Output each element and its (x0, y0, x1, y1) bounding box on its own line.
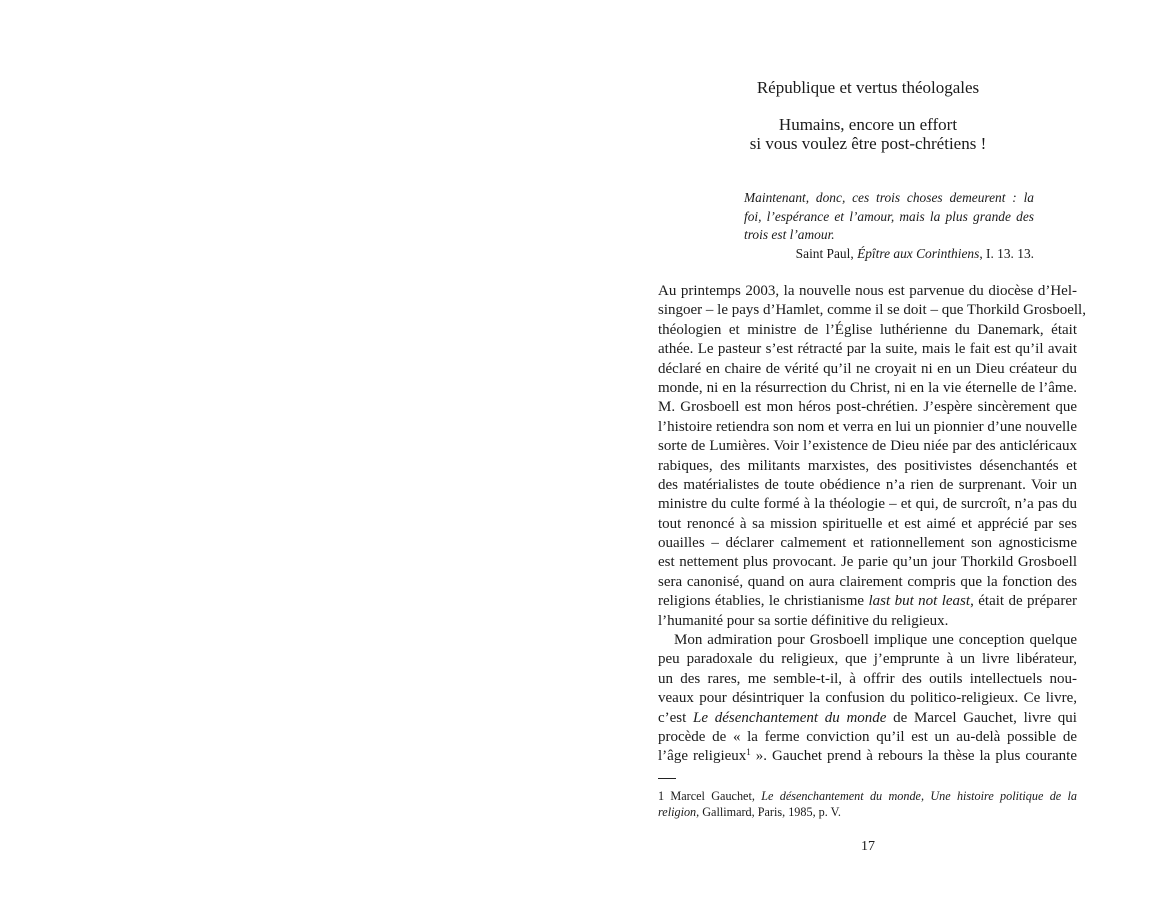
body-line (658, 747, 1077, 766)
footnote-line (658, 804, 1077, 820)
body-line (658, 282, 1077, 301)
text-run: c’est (658, 709, 694, 726)
body-line (658, 612, 1077, 631)
footnote (658, 788, 1077, 820)
body-text (658, 282, 1086, 767)
body-line (658, 670, 1077, 689)
body-line (658, 418, 1077, 437)
body-line (658, 476, 1077, 495)
italic-text: Le désenchantement du monde, Une histoire politique de la (761, 789, 1077, 803)
text-run: Mon admiration pour Grosboell implique une conception quelque (674, 632, 1077, 649)
text-run: M. Grosboell est mon héros post-chrétien. J’espère sincèrement que (658, 399, 1077, 416)
text-run: 1 Marcel Gauchet, (658, 789, 762, 803)
body-line (658, 689, 1077, 708)
body-line (658, 321, 1077, 340)
body-line (658, 340, 1077, 359)
page-number: 17 (861, 839, 875, 854)
body-line (658, 495, 1077, 514)
body-line (658, 592, 1077, 611)
text-run: sorte de Lumières. Voir l’existence de Dieu niée par des anticléricaux (658, 438, 1077, 455)
chapter-title-line: si vous voulez être post-chrétiens ! (749, 134, 987, 153)
epigraph (744, 189, 1034, 245)
text-run: , était de préparer (970, 593, 1077, 610)
body-line (658, 379, 1077, 398)
text-run: est nettement plus provocant. Je parie qu’un jour Thorkild Grosboell (658, 554, 1077, 571)
text-run: Au printemps 2003, la nouvelle nous est parvenue du diocèse d’Hel- (658, 283, 1077, 299)
text-run: théologien et ministre de l’Église luthérienne du Danemark, était (658, 321, 1077, 338)
epigraph-attribution (744, 246, 1034, 262)
epigraph-line: foi, l’espérance et l’amour, mais la plus grande des (744, 208, 1034, 224)
chapter-title (658, 115, 1078, 153)
body-line (658, 650, 1077, 669)
text-run: peu paradoxale du religieux, que j’emprunte à un livre libérateur, (658, 651, 1077, 668)
footnote-reference: 1 (746, 747, 751, 758)
body-line (658, 398, 1077, 417)
italic-text: Épître aux Corinthiens (857, 246, 980, 261)
text-run: de Marcel Gauchet, livre qui (886, 709, 1077, 726)
text-run: , I. 13. 13. (979, 246, 1034, 261)
body-line (658, 301, 1086, 320)
text-run: singoer – le pays d’Hamlet, comme il se doit – que Thorkild Grosboell, (658, 302, 1086, 319)
text-run: veaux pour désintriquer la confusion du politico-religieux. Ce livre, (658, 690, 1077, 707)
text-run: athée. Le pasteur s’est rétracté par la suite, mais le fait est qu’il avait (658, 341, 1077, 358)
body-line (658, 631, 1077, 650)
italic-text: last but not least (868, 593, 971, 610)
text-run: un des rares, me semble-t-il, à offrir des outils intellectuels nou- (658, 670, 1077, 687)
text-run: ouailles – déclarer calmement et rationnellement son agnosticisme (658, 535, 1077, 552)
text-run: ». Gauchet prend à rebours la thèse la plus courante (750, 748, 1077, 765)
chapter-title-line: Humains, encore un effort (778, 115, 958, 134)
italic-text: religion, (658, 805, 700, 819)
text-run: monde, ni en la résurrection du Christ, ni en la vie éternelle de l’âme. (658, 379, 1077, 396)
text-run: l’histoire retiendra son nom et verra en lui un pionnier d’une nouvelle (658, 418, 1077, 435)
body-line (658, 437, 1077, 456)
body-line (658, 573, 1077, 592)
text-run: déclaré en chaire de vérité qu’il ne croyait ni en un Dieu créateur du (658, 360, 1077, 377)
running-title: République et vertus théologales (756, 78, 980, 97)
body-line (658, 553, 1077, 572)
text-run: des matérialistes de toute obédience n’a rien de surprenant. Voir un (658, 476, 1077, 493)
body-line (658, 728, 1077, 747)
body-line (658, 360, 1077, 379)
footnote-line (658, 788, 1077, 804)
text-run: tout renoncé à sa mission spirituelle et est aimé et apprécié par ses (658, 515, 1077, 532)
text-run: ministre du culte formé à la théologie – et qui, de surcroît, n’a pas du (658, 496, 1077, 513)
text-run: rabiques, des militants marxistes, des positivistes désenchantés et (658, 457, 1077, 474)
body-line (658, 515, 1077, 534)
body-line (658, 457, 1077, 476)
text-run: l’humanité pour sa sortie définitive du religieux. (658, 612, 949, 629)
text-run: sera canonisé, quand on aura clairement compris que la fonction des (658, 573, 1077, 590)
body-line (658, 534, 1077, 553)
text-run: Saint Paul, (795, 246, 858, 261)
body-line (658, 709, 1077, 728)
footnote-divider (658, 778, 676, 779)
text-run: procède de « la ferme conviction qu’il est un au-delà possible de (658, 728, 1077, 745)
epigraph-line: trois est l’amour. (744, 227, 835, 242)
text-run: religions établies, le christianisme (658, 593, 869, 610)
epigraph-line: Maintenant, donc, ces trois choses demeurent : la (744, 190, 1034, 205)
italic-text: Le désenchantement du monde (693, 709, 887, 726)
text-run: l’âge religieux (658, 748, 747, 765)
text-run: Gallimard, Paris, 1985, p. V. (699, 805, 841, 819)
